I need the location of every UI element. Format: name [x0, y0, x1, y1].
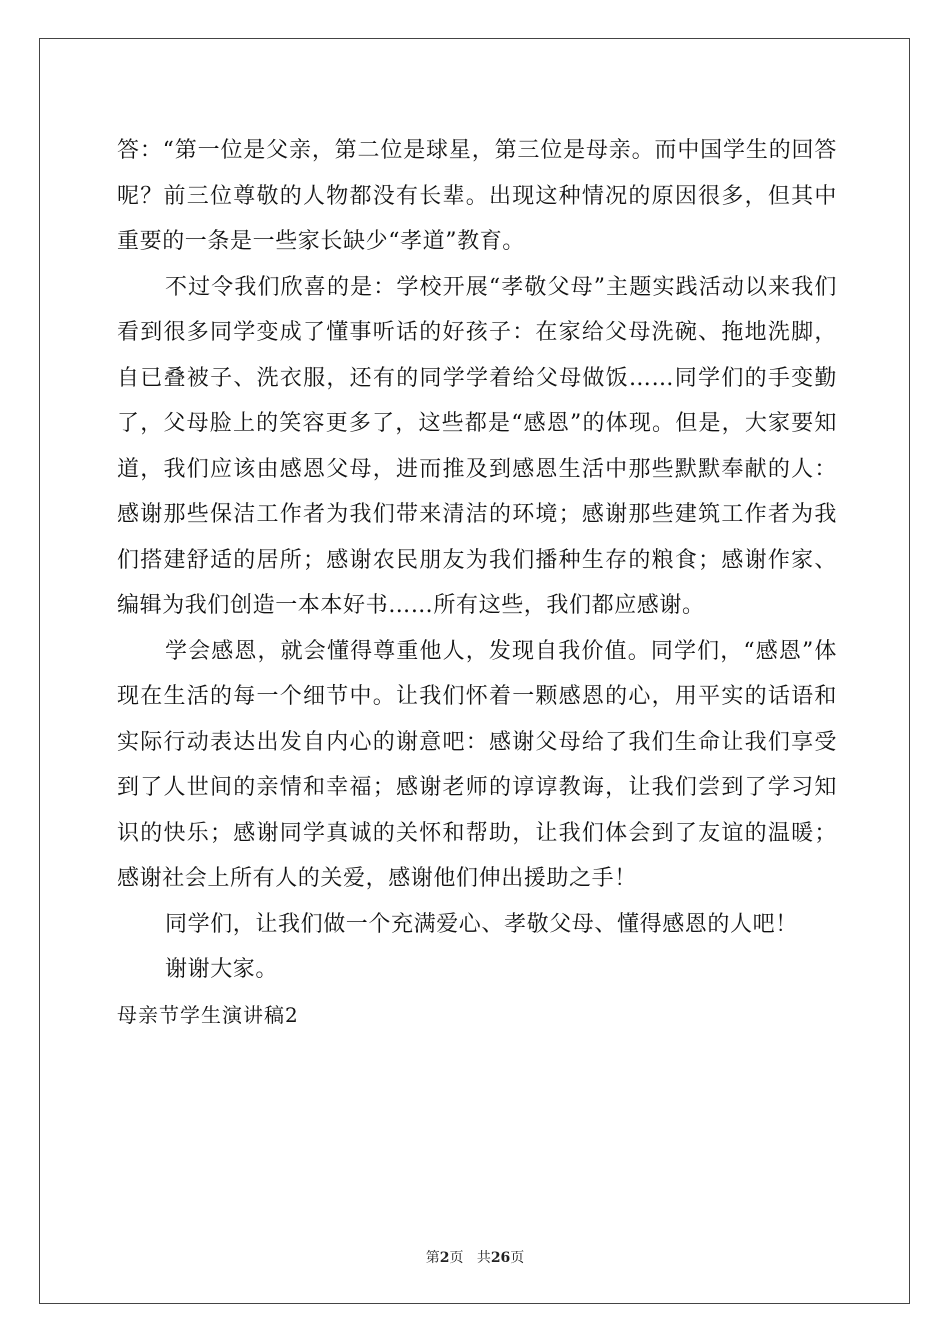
- footer-page-suffix: 页: [449, 1250, 464, 1266]
- footer-page-number: 2: [439, 1250, 450, 1266]
- footer-total-prefix: 共: [476, 1250, 491, 1266]
- footer-total-suffix: 页: [510, 1250, 525, 1266]
- paragraph-5: 谢谢大家。: [165, 957, 279, 982]
- footer-total-pages: 26: [490, 1250, 511, 1266]
- footer-page-prefix: 第: [425, 1250, 440, 1266]
- paragraph-3: 学会感恩，就会懂得尊重他人，发现自我价值。同学们，“感恩”体现在生活的每一个细节中。让我们怀着一颗感恩的心，用平实的话语和实际行动表达出发自内心的谢意吧：感谢父母给了我们生命让我们享受到了人世间的亲情和幸福；感谢老师的谆谆教诲，让我们尝到了学习知识的快乐；感谢同学真诚的关怀和帮助，让我们体会到了友谊的温暖；感谢社会上所有人的关爱，感谢他们伸出援助之手！: [117, 638, 837, 891]
- document-body: [117, 128, 837, 1038]
- paragraph-4: 同学们，让我们做一个充满爱心、孝敬父母、懂得感恩的人吧！: [165, 911, 798, 937]
- paragraph-1: 答：“第一位是父亲，第二位是球星，第三位是母亲。而中国学生的回答呢？前三位尊敬的人物都没有长辈。出现这种情况的原因很多，但其中重要的一条是一些家长缺少“孝道”教育。: [117, 138, 837, 254]
- paragraph-2: 不过令我们欣喜的是：学校开展“孝敬父母”主题实践活动以来我们看到很多同学变成了懂事听话的好孩子：在家给父母洗碗、拖地洗脚，自已叠被子、洗衣服，还有的同学学着给父母做饭……同学们的手变勤了，父母脸上的笑容更多了，这些都是“感恩”的体现。但是，大家要知道，我们应该由感恩父母，进而推及到感恩生活中那些默默奉献的人：感谢那些保洁工作者为我们带来清洁的环境；感谢那些建筑工作者为我们搭建舒适的居所；感谢农民朋友为我们播种生存的粮食；感谢作家、编辑为我们创造一本本好书……所有这些，我们都应感谢。: [117, 274, 837, 618]
- page-footer: [0, 1247, 950, 1267]
- section-heading: 母亲节学生演讲稿2: [117, 1002, 299, 1027]
